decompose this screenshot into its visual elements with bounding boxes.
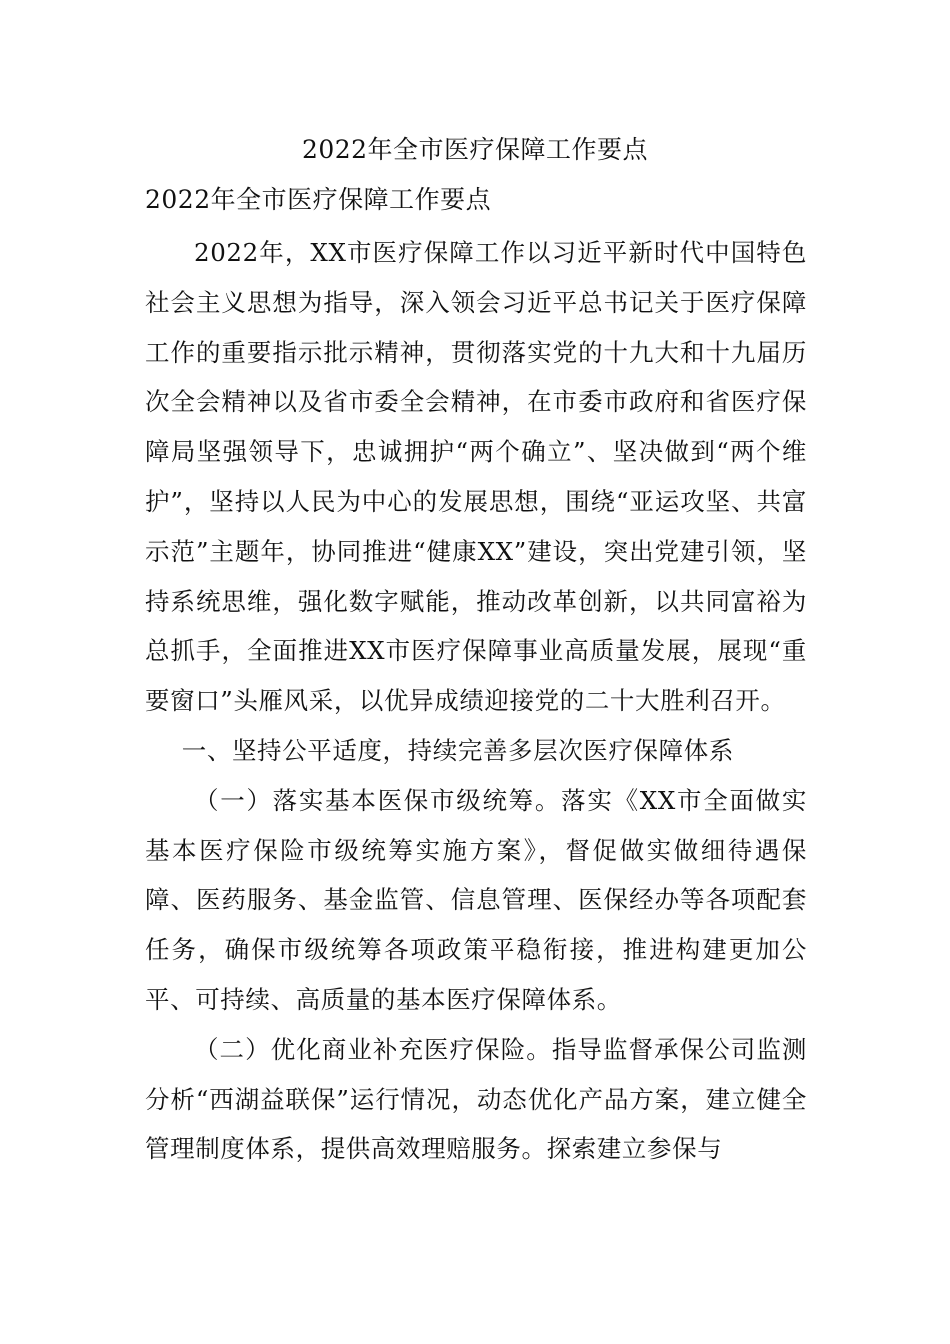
document-subtitle: 2022年全市医疗保障工作要点 bbox=[145, 185, 492, 214]
intro-paragraph: 2022年，XX市医疗保障工作以习近平新时代中国特色社会主义思想为指导，深入领会习近平总书记关于医疗保障工作的重要指示批示精神，贯彻落实党的十九大和十九届历次全会精神以及省市委全会精神，在市委市政府和省医疗保障局坚强领导下，忠诚拥护“两个确立”、坚决做到“两个维护”，坚持以人民为中心的发展思想，围绕“亚运攻坚、共富示范”主题年，协同推进“健康XX”建设，突出党建引领，坚持系统思维，强化数字赋能，推动改革创新，以共同富裕为总抓手，全面推进XX市医疗保障事业高质量发展，展现“重要窗口”头雁风采，以优异成绩迎接党的二十大胜利召开。 bbox=[145, 238, 807, 716]
section-heading-1: 一、坚持公平适度，持续完善多层次医疗保障体系 bbox=[181, 735, 734, 765]
section-item-2: （二）优化商业补充医疗保险。指导监督承保公司监测分析“西湖益联保”运行情况，动态优化产品方案，建立健全管理制度体系，提供高效理赔服务。探索建立参保与 bbox=[145, 1034, 807, 1164]
section-item-1: （一）落实基本医保市级统筹。落实《XX市全面做实基本医疗保险市级统筹实施方案》，督促做实做细待遇保障、医药服务、基金监管、信息管理、医保经办等各项配套任务，确保市级统筹各项政策平稳衔接，推进构建更加公平、可持续、高质量的基本医疗保障体系。 bbox=[145, 785, 807, 1014]
document-title: 2022年全市医疗保障工作要点 bbox=[301, 135, 649, 164]
document-body bbox=[145, 228, 807, 1174]
